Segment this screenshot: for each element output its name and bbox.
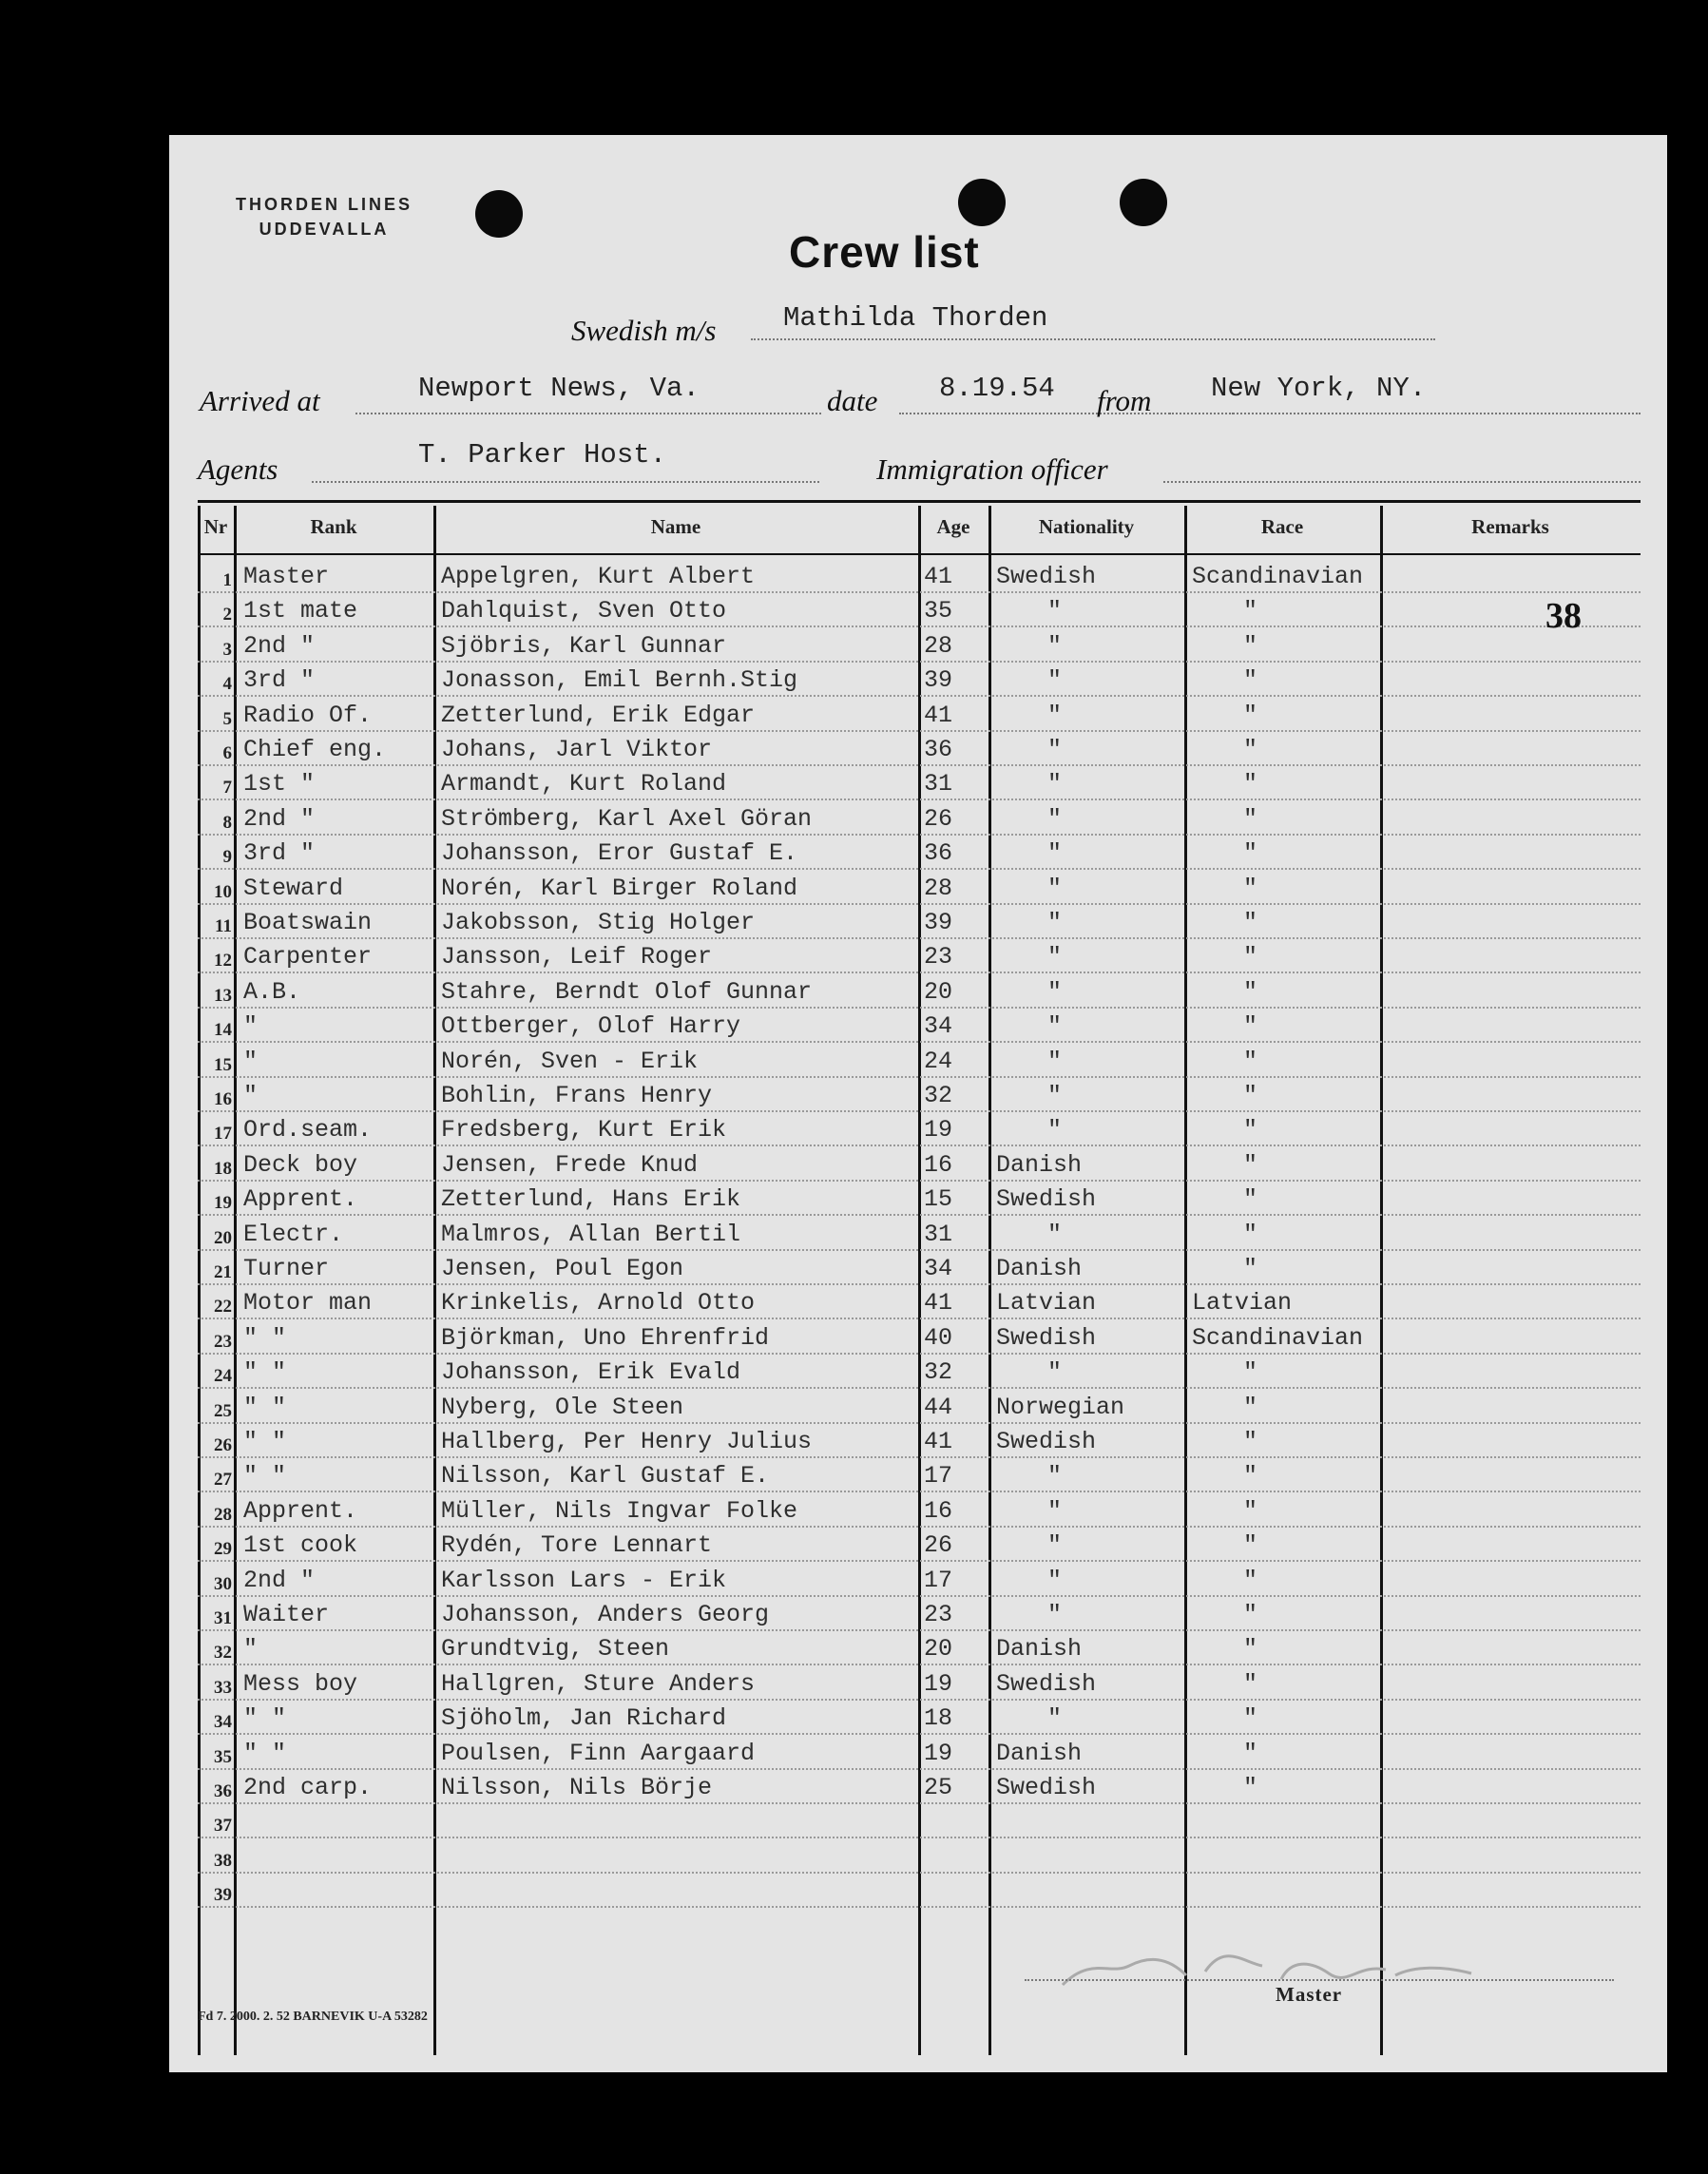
table-row — [169, 836, 1667, 870]
table-row — [169, 1078, 1667, 1112]
cell-race: " — [1243, 770, 1258, 798]
cell-nationality: " — [1047, 1531, 1063, 1560]
cell-race: " — [1243, 666, 1258, 695]
cell-race: " — [1243, 1566, 1258, 1594]
cell-race: " — [1243, 839, 1258, 868]
cell-age: 40 — [924, 1323, 953, 1352]
cell-rank: Master — [243, 563, 330, 590]
cell-name: Ottberger, Olof Harry — [441, 1012, 741, 1041]
cell-rank: Apprent. — [243, 1496, 358, 1525]
cell-name: Jonasson, Emil Bernh.Stig — [441, 666, 798, 695]
cell-nationality: Swedish — [996, 1323, 1097, 1352]
cell-age: 16 — [924, 1496, 953, 1525]
row-number: 28 — [214, 1504, 232, 1525]
cell-nationality: " — [1047, 943, 1063, 972]
cell-nationality: " — [1047, 977, 1063, 1006]
cell-age: 41 — [924, 1428, 953, 1455]
cell-name: Strömberg, Karl Axel Göran — [441, 804, 813, 833]
cell-age: 20 — [924, 977, 953, 1006]
cell-age: 41 — [924, 563, 953, 590]
cell-name: Armandt, Kurt Roland — [441, 770, 727, 798]
cell-age: 23 — [924, 943, 953, 972]
row-number: 2 — [222, 605, 232, 625]
cell-rank: " — [243, 1047, 259, 1075]
cell-nationality: Danish — [996, 1150, 1083, 1179]
col-header-name: Name — [650, 515, 701, 538]
table-row — [169, 698, 1667, 732]
cell-name: Karlsson Lars - Erik — [441, 1566, 727, 1594]
remark-note: 38 — [1545, 596, 1582, 636]
cell-age: 26 — [924, 804, 953, 833]
cell-race: " — [1243, 597, 1258, 625]
cell-race: " — [1243, 1531, 1258, 1560]
cell-nationality: " — [1047, 1462, 1063, 1491]
table-row — [169, 1009, 1667, 1043]
col-header-nr: Nr — [203, 515, 228, 538]
cell-age: 19 — [924, 1739, 953, 1767]
cell-age: 25 — [924, 1774, 953, 1801]
row-number: 19 — [214, 1193, 232, 1214]
table-row — [169, 801, 1667, 836]
cell-nationality: " — [1047, 804, 1063, 833]
date-label: date — [827, 384, 878, 417]
row-number: 22 — [214, 1297, 232, 1318]
row-number: 3 — [222, 639, 232, 660]
cell-name: Jensen, Frede Knud — [441, 1150, 699, 1179]
cell-age: 31 — [924, 1220, 953, 1248]
cell-rank: 3rd " — [243, 839, 316, 868]
table-row — [169, 628, 1667, 663]
cell-name: Jensen, Poul Egon — [441, 1255, 684, 1282]
cell-nationality: " — [1047, 597, 1063, 625]
cell-race: " — [1243, 736, 1258, 763]
col-header-age: Age — [936, 515, 970, 538]
row-number: 6 — [222, 743, 232, 763]
row-number: 13 — [214, 985, 232, 1006]
cell-rank: Apprent. — [243, 1185, 358, 1214]
row-number: 16 — [214, 1089, 232, 1109]
cell-rank: 2nd " — [243, 631, 316, 660]
cell-rank: Chief eng. — [243, 736, 387, 763]
cell-race: " — [1243, 1358, 1258, 1387]
cell-age: 20 — [924, 1635, 953, 1664]
cell-race: " — [1243, 1601, 1258, 1628]
row-number: 4 — [222, 674, 232, 695]
cell-age: 28 — [924, 631, 953, 660]
cell-nationality: Swedish — [996, 1428, 1097, 1455]
row-number: 8 — [222, 812, 232, 833]
cell-nationality: Norwegian — [996, 1393, 1125, 1421]
table-row — [169, 1804, 1667, 1838]
cell-name: Nilsson, Karl Gustaf E. — [441, 1462, 770, 1491]
cell-rank: " " — [243, 1323, 287, 1352]
cell-race: Scandinavian — [1192, 1323, 1364, 1352]
row-number: 7 — [222, 778, 232, 798]
table-row — [169, 1285, 1667, 1319]
table-row — [169, 766, 1667, 800]
cell-rank: Waiter — [243, 1601, 330, 1628]
cell-age: 32 — [924, 1082, 953, 1109]
table-row — [169, 1563, 1667, 1597]
cell-age: 39 — [924, 666, 953, 695]
cell-age: 39 — [924, 909, 953, 936]
table-row — [169, 1666, 1667, 1701]
cell-race: " — [1243, 909, 1258, 936]
table-row — [169, 732, 1667, 766]
cell-name: Zetterlund, Erik Edgar — [441, 701, 756, 729]
cell-age: 17 — [924, 1462, 953, 1491]
cell-age: 23 — [924, 1601, 953, 1628]
page-title: Crew list — [789, 227, 980, 277]
cell-race: " — [1243, 1739, 1258, 1767]
cell-age: 28 — [924, 874, 953, 902]
table-row — [169, 1874, 1667, 1908]
cell-name: Malmros, Allan Bertil — [441, 1220, 741, 1248]
cell-name: Johansson, Erik Evald — [441, 1358, 741, 1387]
cell-age: 17 — [924, 1566, 953, 1594]
cell-name: Nilsson, Nils Börje — [441, 1774, 713, 1801]
cell-race: " — [1243, 1496, 1258, 1525]
punch-hole-2 — [958, 179, 1006, 226]
cell-age: 15 — [924, 1185, 953, 1214]
cell-age: 34 — [924, 1012, 953, 1041]
cell-nationality: " — [1047, 1704, 1063, 1733]
cell-rank: Boatswain — [243, 909, 373, 936]
cell-name: Sjöholm, Jan Richard — [441, 1704, 727, 1733]
cell-age: 41 — [924, 1289, 953, 1318]
table-row — [169, 1631, 1667, 1665]
table-row — [169, 1458, 1667, 1492]
cell-race: " — [1243, 977, 1258, 1006]
cell-rank: 1st " — [243, 770, 316, 798]
table-row — [169, 1736, 1667, 1770]
cell-nationality: " — [1047, 736, 1063, 763]
cell-name: Johansson, Eror Gustaf E. — [441, 839, 798, 868]
cell-race: " — [1243, 1669, 1258, 1698]
table-row — [169, 1217, 1667, 1251]
crew-list-form — [169, 135, 1667, 2072]
row-number: 38 — [214, 1850, 232, 1871]
cell-name: Appelgren, Kurt Albert — [441, 563, 756, 590]
table-row — [169, 1770, 1667, 1804]
cell-race: " — [1243, 1462, 1258, 1491]
cell-name: Jakobsson, Stig Holger — [441, 909, 756, 936]
col-header-race: Race — [1260, 515, 1304, 538]
cell-nationality: " — [1047, 1047, 1063, 1075]
cell-rank: " — [243, 1635, 259, 1664]
row-number: 37 — [214, 1816, 232, 1837]
cell-nationality: Swedish — [996, 1185, 1097, 1214]
cell-name: Poulsen, Finn Aargaard — [441, 1739, 756, 1767]
cell-name: Nyberg, Ole Steen — [441, 1393, 684, 1421]
cell-race: " — [1243, 1220, 1258, 1248]
cell-nationality: " — [1047, 1082, 1063, 1109]
cell-name: Rydén, Tore Lennart — [441, 1531, 713, 1560]
master-label: Master — [1276, 1983, 1343, 2006]
row-number: 23 — [214, 1331, 232, 1352]
table-row — [169, 1320, 1667, 1355]
cell-rank: Steward — [243, 874, 344, 902]
cell-rank: " — [243, 1012, 259, 1041]
cell-nationality: " — [1047, 666, 1063, 695]
row-number: 20 — [214, 1227, 232, 1248]
row-number: 32 — [214, 1643, 232, 1664]
cell-race: Scandinavian — [1192, 563, 1364, 590]
row-number: 17 — [214, 1124, 232, 1145]
cell-name: Hallberg, Per Henry Julius — [441, 1428, 813, 1455]
table-row — [169, 1839, 1667, 1874]
cell-race: " — [1243, 1047, 1258, 1075]
cell-nationality: " — [1047, 770, 1063, 798]
cell-nationality: " — [1047, 1358, 1063, 1387]
cell-rank: 1st cook — [243, 1531, 358, 1560]
cell-race: " — [1243, 1393, 1258, 1421]
cell-rank: Radio Of. — [243, 701, 373, 729]
cell-nationality: Swedish — [996, 1774, 1097, 1801]
cell-rank: Mess boy — [243, 1669, 358, 1698]
cell-rank: " " — [243, 1462, 287, 1491]
cell-age: 35 — [924, 597, 953, 625]
cell-rank: " " — [243, 1358, 287, 1387]
col-header-rank: Rank — [310, 515, 357, 538]
cell-race: " — [1243, 874, 1258, 902]
cell-name: Norén, Sven - Erik — [441, 1047, 699, 1075]
cell-race: " — [1243, 1704, 1258, 1733]
arrival-date: 8.19.54 — [939, 373, 1055, 404]
table-row — [169, 1182, 1667, 1216]
row-number: 21 — [214, 1262, 232, 1282]
cell-rank: 2nd " — [243, 804, 316, 833]
cell-rank: Turner — [243, 1255, 330, 1282]
cell-age: 36 — [924, 839, 953, 868]
row-number: 31 — [214, 1608, 232, 1628]
table-row — [169, 1390, 1667, 1424]
row-number: 1 — [222, 570, 232, 590]
row-number: 25 — [214, 1400, 232, 1421]
cell-nationality: " — [1047, 1496, 1063, 1525]
row-number: 26 — [214, 1435, 232, 1455]
cell-nationality: Swedish — [996, 563, 1097, 590]
cell-name: Norén, Karl Birger Roland — [441, 874, 798, 902]
cell-name: Björkman, Uno Ehrenfrid — [441, 1323, 770, 1352]
immigration-officer-label: Immigration officer — [876, 452, 1108, 486]
cell-race: " — [1243, 943, 1258, 972]
cell-name: Hallgren, Sture Anders — [441, 1669, 756, 1698]
table-row — [169, 1528, 1667, 1562]
table-row — [169, 1493, 1667, 1528]
cell-rank: 2nd carp. — [243, 1774, 373, 1801]
cell-age: 16 — [924, 1150, 953, 1179]
row-number: 14 — [214, 1020, 232, 1041]
punch-hole-1 — [475, 190, 523, 238]
cell-rank: " — [243, 1082, 259, 1109]
cell-nationality: " — [1047, 839, 1063, 868]
cell-race: " — [1243, 1116, 1258, 1145]
row-number: 24 — [214, 1366, 232, 1387]
cell-race: " — [1243, 1082, 1258, 1109]
row-number: 12 — [214, 951, 232, 972]
company-name: THORDEN LINES UDDEVALLA — [236, 195, 413, 239]
table-row — [169, 871, 1667, 905]
cell-nationality: " — [1047, 909, 1063, 936]
table-row — [169, 1147, 1667, 1182]
cell-race: " — [1243, 1774, 1258, 1801]
cell-nationality: Danish — [996, 1635, 1083, 1664]
cell-race: Latvian — [1192, 1289, 1293, 1318]
cell-race: " — [1243, 1185, 1258, 1214]
vessel-label: Swedish m/s — [571, 314, 717, 347]
row-number: 9 — [222, 847, 232, 868]
table-row — [169, 905, 1667, 939]
cell-nationality: Danish — [996, 1739, 1083, 1767]
table-row — [169, 1112, 1667, 1146]
cell-nationality: " — [1047, 1116, 1063, 1145]
cell-rank: " " — [243, 1428, 287, 1455]
cell-name: Dahlquist, Sven Otto — [441, 597, 727, 625]
table-row — [169, 974, 1667, 1009]
cell-name: Krinkelis, Arnold Otto — [441, 1289, 756, 1318]
table-row — [169, 1044, 1667, 1078]
punch-hole-3 — [1120, 179, 1167, 226]
cell-name: Sjöbris, Karl Gunnar — [441, 631, 727, 660]
table-row — [169, 559, 1667, 593]
cell-age: 18 — [924, 1704, 953, 1733]
cell-name: Zetterlund, Hans Erik — [441, 1185, 741, 1214]
cell-name: Grundtvig, Steen — [441, 1635, 670, 1664]
cell-nationality: " — [1047, 1566, 1063, 1594]
cell-age: 32 — [924, 1358, 953, 1387]
cell-name: Müller, Nils Ingvar Folke — [441, 1496, 798, 1525]
cell-race: " — [1243, 1012, 1258, 1041]
cell-nationality: " — [1047, 701, 1063, 729]
row-number: 27 — [214, 1470, 232, 1491]
cell-name: Johans, Jarl Viktor — [441, 736, 713, 763]
row-number: 33 — [214, 1677, 232, 1698]
cell-rank: 2nd " — [243, 1566, 316, 1594]
departure-port: New York, NY. — [1211, 373, 1427, 404]
row-number: 5 — [222, 708, 232, 729]
agents-label: Agents — [198, 452, 278, 486]
cell-nationality: " — [1047, 631, 1063, 660]
cell-rank: Electr. — [243, 1220, 344, 1248]
row-number: 34 — [214, 1712, 232, 1733]
row-number: 35 — [214, 1746, 232, 1767]
col-header-remarks: Remarks — [1471, 515, 1549, 538]
cell-race: " — [1243, 804, 1258, 833]
cell-nationality: Latvian — [996, 1289, 1097, 1318]
row-number: 30 — [214, 1573, 232, 1594]
row-number: 11 — [215, 916, 232, 936]
cell-rank: Carpenter — [243, 943, 373, 972]
cell-nationality: " — [1047, 1601, 1063, 1628]
cell-rank: 1st mate — [243, 597, 358, 625]
row-number: 39 — [214, 1885, 232, 1906]
cell-race: " — [1243, 631, 1258, 660]
cell-age: 34 — [924, 1255, 953, 1282]
row-number: 10 — [214, 881, 232, 902]
cell-race: " — [1243, 1428, 1258, 1455]
arrival-port: Newport News, Va. — [418, 373, 700, 404]
row-number: 29 — [214, 1539, 232, 1560]
cell-nationality: " — [1047, 874, 1063, 902]
cell-race: " — [1243, 1635, 1258, 1664]
cell-rank: Motor man — [243, 1289, 373, 1318]
cell-nationality: " — [1047, 1220, 1063, 1248]
cell-rank: " " — [243, 1393, 287, 1421]
cell-rank: " " — [243, 1704, 287, 1733]
table-row — [169, 663, 1667, 697]
table-row — [169, 1597, 1667, 1631]
row-number: 18 — [214, 1158, 232, 1179]
cell-race: " — [1243, 701, 1258, 729]
row-number: 15 — [214, 1054, 232, 1075]
cell-nationality: Danish — [996, 1255, 1083, 1282]
form-number: Fd 7. 2000. 2. 52 BARNEVIK U-A 53282 — [198, 2010, 428, 2024]
table-row — [169, 593, 1667, 627]
cell-age: 19 — [924, 1669, 953, 1698]
table-row — [169, 1424, 1667, 1458]
cell-age: 19 — [924, 1116, 953, 1145]
cell-race: " — [1243, 1150, 1258, 1179]
cell-name: Jansson, Leif Roger — [441, 943, 713, 972]
cell-name: Bohlin, Frans Henry — [441, 1082, 713, 1109]
cell-rank: 3rd " — [243, 666, 316, 695]
cell-age: 31 — [924, 770, 953, 798]
cell-nationality: Swedish — [996, 1669, 1097, 1698]
vessel-name: Mathilda Thorden — [783, 302, 1048, 334]
cell-nationality: " — [1047, 1012, 1063, 1041]
row-number: 36 — [214, 1781, 232, 1801]
table-row — [169, 1251, 1667, 1285]
cell-age: 24 — [924, 1047, 953, 1075]
agents-name: T. Parker Host. — [418, 439, 667, 471]
cell-name: Stahre, Berndt Olof Gunnar — [441, 977, 813, 1006]
cell-rank: " " — [243, 1739, 287, 1767]
arrived-label: Arrived at — [200, 384, 320, 417]
cell-age: 44 — [924, 1393, 953, 1421]
cell-age: 26 — [924, 1531, 953, 1560]
table-row — [169, 1355, 1667, 1389]
col-header-nationality: Nationality — [1038, 515, 1135, 538]
table-row — [169, 1701, 1667, 1735]
cell-age: 41 — [924, 701, 953, 729]
cell-name: Johansson, Anders Georg — [441, 1601, 770, 1628]
cell-rank: Ord.seam. — [243, 1116, 373, 1145]
cell-rank: A.B. — [243, 977, 301, 1006]
table-row — [169, 939, 1667, 973]
cell-name: Fredsberg, Kurt Erik — [441, 1116, 727, 1145]
cell-age: 36 — [924, 736, 953, 763]
cell-rank: Deck boy — [243, 1150, 358, 1179]
from-label: from — [1097, 384, 1152, 417]
cell-race: " — [1243, 1255, 1258, 1282]
